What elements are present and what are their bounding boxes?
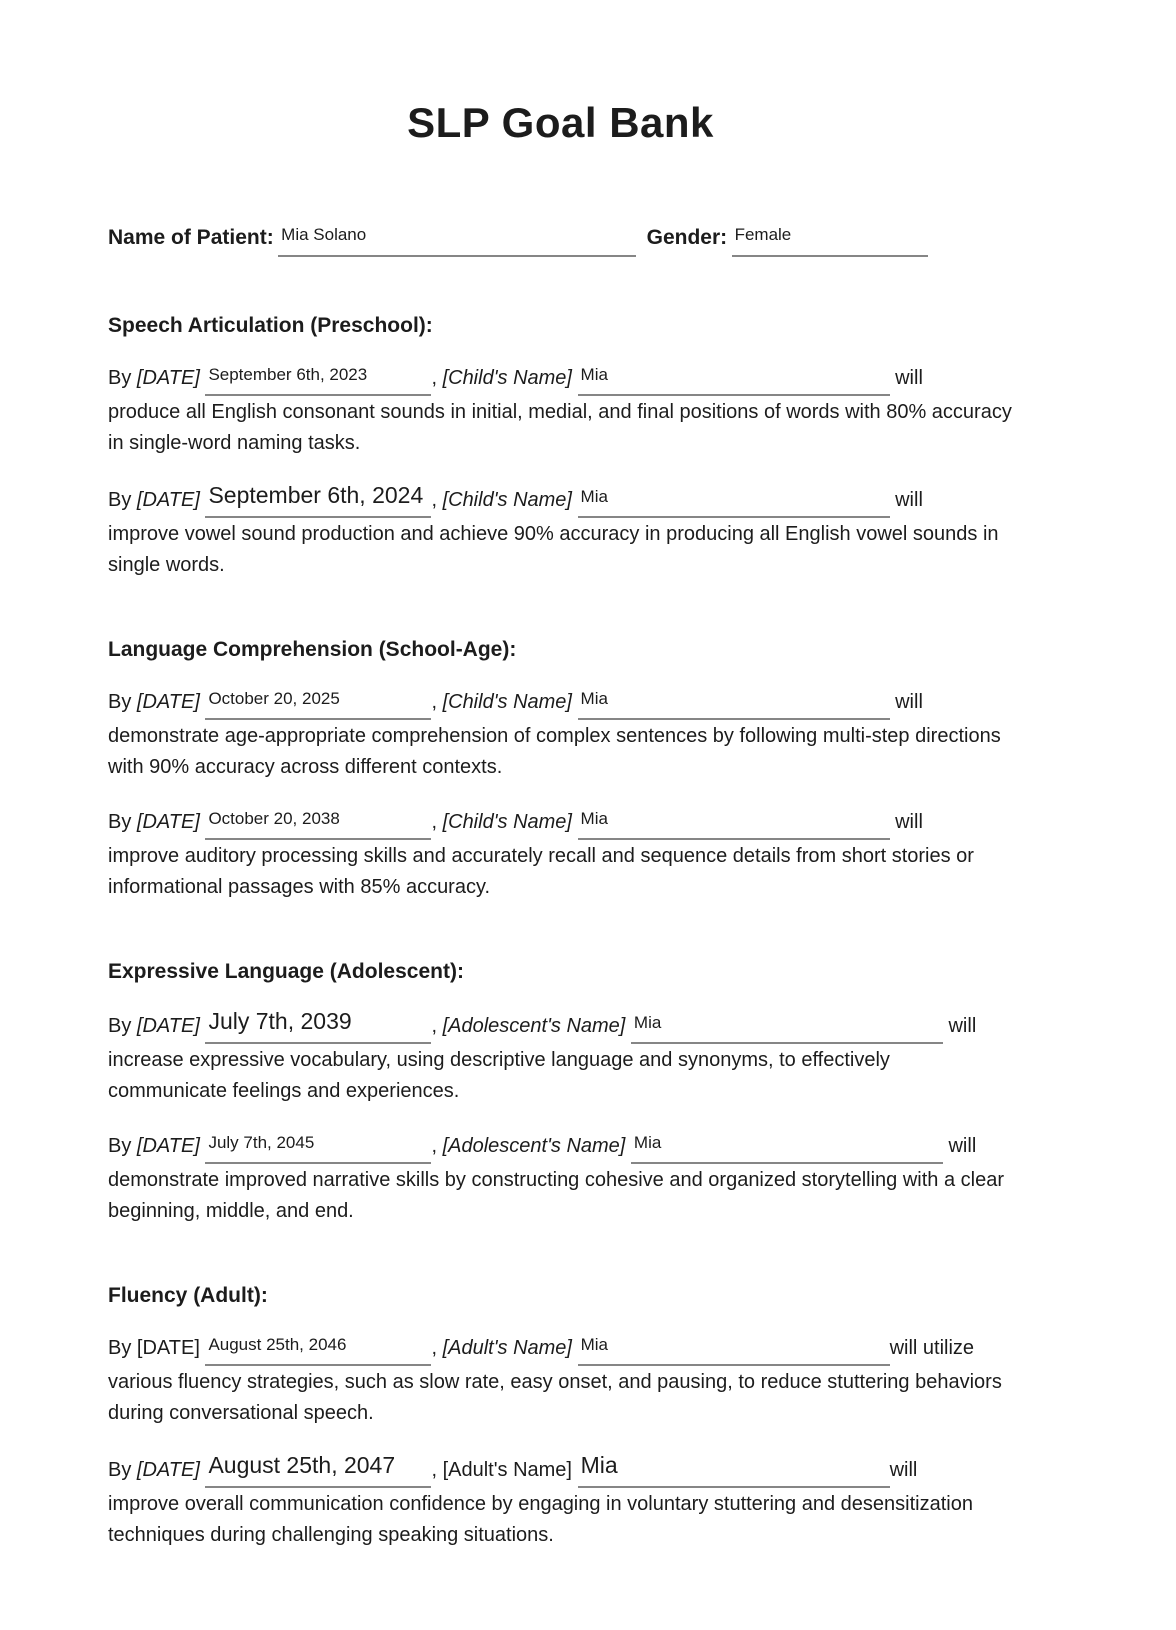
section-speech-articulation [108,313,1013,581]
by-label: By [108,1015,132,1037]
date-placeholder: [DATE] [136,811,200,833]
will-label: will [948,1015,977,1037]
goal-body: improve overall communication confidence by engaging in voluntary stuttering and desensitization techniques during challenging speaking situations. [108,1493,973,1546]
goal-body: increase expressive vocabulary, using descriptive language and synonyms, to effectively communicate feelings and experiences. [108,1049,890,1102]
goal-sentence-start [108,1333,1013,1366]
name-value: Mia [580,487,608,506]
comma: , [431,367,437,389]
name-placeholder: [Child's Name] [442,489,572,511]
by-label: By [108,1337,132,1359]
gender-field[interactable] [732,223,928,257]
goal-body: demonstrate improved narrative skills by constructing cohesive and organized storytelling with a clear beginning, middle, and end. [108,1169,1004,1222]
name-field[interactable] [631,1131,943,1164]
goal [108,1453,1013,1551]
goal [108,687,1013,783]
name-field[interactable] [578,363,890,396]
name-field[interactable] [578,1453,890,1488]
name-value: Mia [580,689,608,708]
gender-value: Female [734,225,792,244]
will-label: will utilize [889,1337,975,1359]
name-placeholder: [Adolescent's Name] [442,1015,626,1037]
date-value: October 20, 2038 [208,809,340,828]
goal-body: improve auditory processing skills and accurately recall and sequence details from short stories or informational passages with 85% accuracy. [108,845,974,898]
name-value: Mia [580,1335,608,1354]
will-label: will [895,489,923,511]
date-placeholder: [DATE] [136,691,200,713]
goal-sentence-start [108,1453,1013,1488]
goal-body: improve vowel sound production and achieve 90% accuracy in producing all English vowel sounds in single words. [108,523,999,576]
goal-body: various fluency strategies, such as slow rate, easy onset, and pausing, to reduce stuttering behaviors during conversational speech. [108,1371,1002,1424]
goal [108,363,1013,459]
goal-body: demonstrate age-appropriate comprehension of complex sentences by following multi-step directions with 90% accuracy across different contexts. [108,725,1001,778]
name-placeholder: [Child's Name] [442,811,572,833]
date-placeholder: [DATE] [136,1459,200,1481]
patient-name-field[interactable] [278,223,636,257]
name-value: Mia [580,1452,618,1478]
date-placeholder: [DATE] [136,1015,200,1037]
name-field[interactable] [631,1011,943,1044]
section-heading: Expressive Language (Adolescent): [108,960,464,983]
date-value: July 7th, 2045 [208,1133,315,1152]
date-field[interactable] [205,687,431,720]
date-value: August 25th, 2047 [208,1452,396,1478]
name-field[interactable] [578,687,890,720]
comma: , [431,1135,437,1157]
document-content [108,100,1013,1551]
section-language-comprehension [108,637,1013,903]
by-label: By [108,691,132,713]
by-label: By [108,811,132,833]
name-placeholder: [Adolescent's Name] [442,1135,626,1157]
by-label: By [108,367,132,389]
section-heading: Fluency (Adult): [108,1284,268,1307]
date-value: September 6th, 2024 [208,482,424,508]
goal-sentence-start [108,483,1013,518]
by-label: By [108,1135,132,1157]
will-label: will [948,1135,977,1157]
will-label: will [895,691,923,713]
goal-sentence-start [108,807,1013,840]
goal-sentence-start [108,687,1013,720]
goal-body: produce all English consonant sounds in initial, medial, and final positions of words with 80% accuracy in single-word naming tasks. [108,401,1012,454]
date-value: July 7th, 2039 [208,1008,352,1034]
date-placeholder: [DATE] [136,1337,200,1359]
comma: , [431,1337,437,1359]
name-placeholder: [Child's Name] [442,691,572,713]
name-value: Mia [580,365,608,384]
name-placeholder: [Adult's Name] [442,1337,572,1359]
goal-sentence-start [108,363,1013,396]
document-title: SLP Goal Bank [407,99,714,146]
goal [108,807,1013,903]
date-field[interactable] [205,1333,431,1366]
comma: , [431,1015,437,1037]
date-placeholder: [DATE] [136,489,200,511]
date-value: September 6th, 2023 [208,365,368,384]
date-value: October 20, 2025 [208,689,340,708]
will-label: will [895,811,923,833]
date-value: August 25th, 2046 [208,1335,347,1354]
date-field[interactable] [205,1453,431,1488]
date-field[interactable] [205,483,431,518]
goal-sentence-start [108,1009,1013,1044]
section-heading: Language Comprehension (School-Age): [108,638,517,661]
date-field[interactable] [205,807,431,840]
patient-info-row [108,222,1013,257]
patient-name-value: Mia Solano [281,225,367,244]
will-label: will [895,367,923,389]
name-value: Mia [633,1013,662,1032]
comma: , [431,1459,437,1481]
date-field[interactable] [205,1131,431,1164]
goal-sentence-start [108,1131,1013,1164]
date-placeholder: [DATE] [136,1135,200,1157]
name-value: Mia [580,809,608,828]
goal [108,1009,1013,1107]
name-field[interactable] [578,807,890,840]
goal [108,483,1013,581]
by-label: By [108,1459,132,1481]
date-field[interactable] [205,1009,431,1044]
by-label: By [108,489,132,511]
comma: , [431,691,437,713]
goal [108,1333,1013,1429]
name-field[interactable] [578,485,890,518]
section-heading: Speech Articulation (Preschool): [108,314,433,337]
name-placeholder: [Child's Name] [442,367,572,389]
comma: , [431,811,437,833]
section-fluency [108,1283,1013,1551]
goal [108,1131,1013,1227]
name-value: Mia [633,1133,662,1152]
will-label: will [889,1459,918,1481]
name-field[interactable] [578,1333,890,1366]
date-field[interactable] [205,363,431,396]
section-expressive-language [108,959,1013,1227]
comma: , [431,489,437,511]
gender-label: Gender: [646,226,728,249]
date-placeholder: [DATE] [136,367,200,389]
patient-name-label: Name of Patient: [108,226,274,249]
name-placeholder: [Adult's Name] [442,1459,572,1481]
